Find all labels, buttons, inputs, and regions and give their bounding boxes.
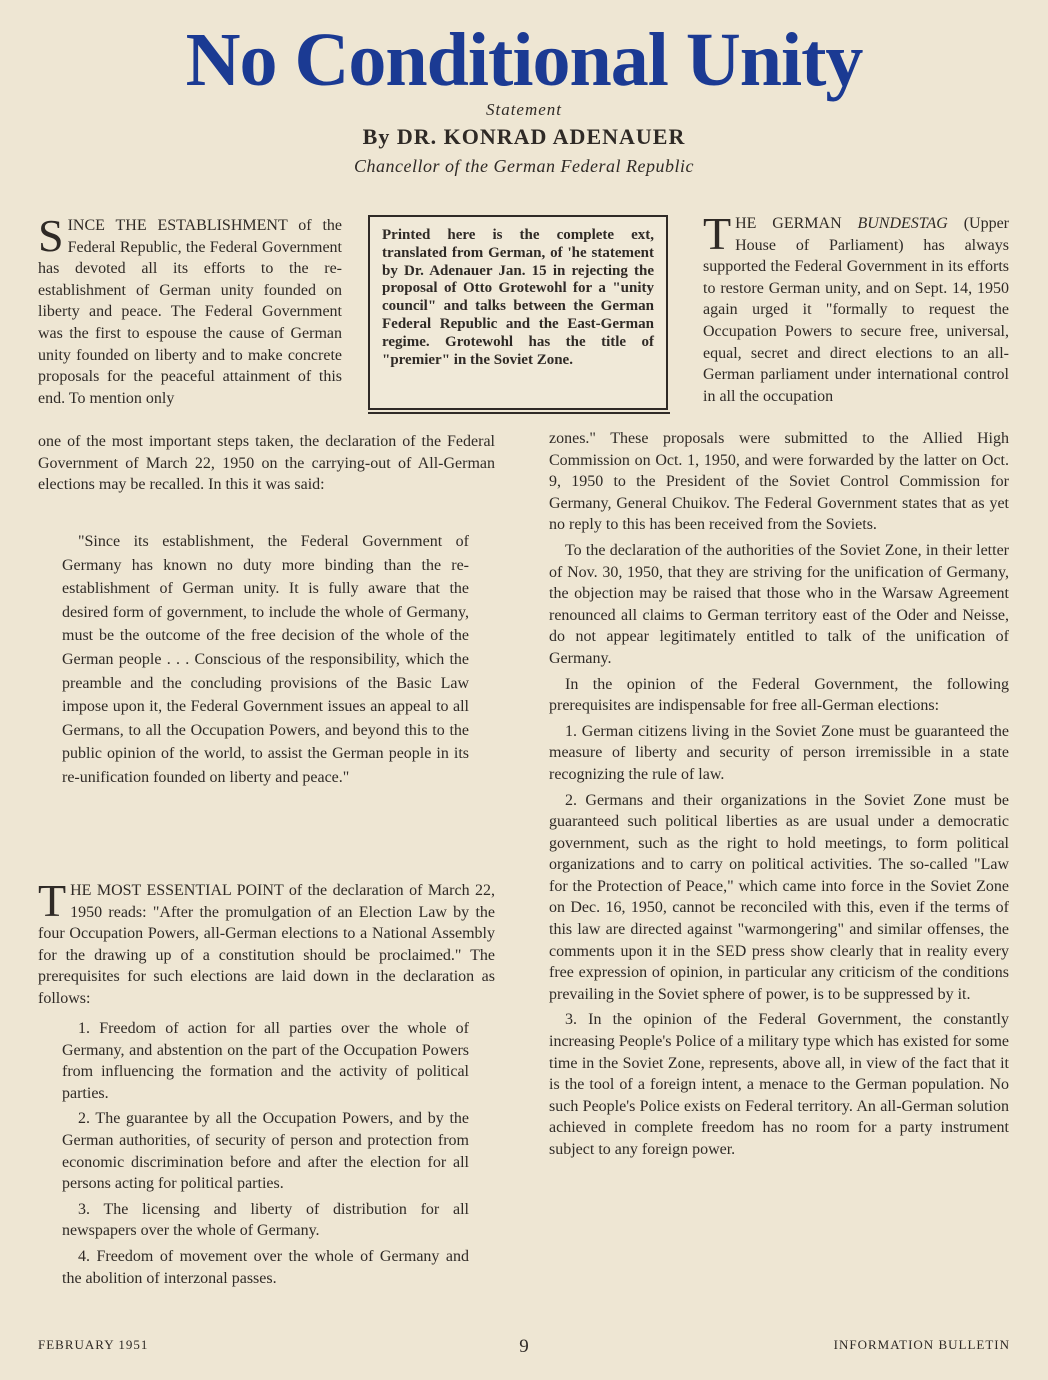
dropcap: S [38,210,64,261]
page-number: 9 [519,1336,529,1357]
byline: By DR. KONRAD ADENAUER [362,124,686,149]
right-intro-text: (Upper House of Parliament) has always supported the Federal Government in its efforts to restore German unity, and on Sept. 14, 1950 again urged it "formally to request the Occupation Powers to secure free, universal, equal, secret and direct elections to an all-German parliament under international control in all the occupation [703,215,1009,405]
right-p4: 1. German citizens living in the Soviet Zone must be guaranteed the measure of liberty and security of person irremissible in a state recognizing the rule of law. [549,722,1009,783]
bundestag-term: BUNDESTAG [857,215,948,232]
right-p1-continued: zones." These proposals were submitted to the Allied High Commission on Oct. 1, 1950, and were forwarded by the latter on Oct. 9, 1950 to the President of the Soviet Control Commission for Germany, General Chuikov. The Federal Government states that as yet no reply to this has been received from the Soviets. [549,430,1009,534]
right-column [549,428,1009,1161]
left-section-two [38,875,496,1010]
left-list [62,1018,469,1289]
list-item: 3. The licensing and liberty of distribution for all newspapers over the whole of Germany. [62,1200,469,1240]
right-p5: 2. Germans and their organizations in the Soviet Zone must be guaranteed such political liberties as are usual under a democratic government, such as the right to hold meetings, to form political organizations and to carry on political activities. The so-called "Law for the Protection of Peace," which came into force in the Soviet Zone on Dec. 16, 1950, cannot be reconciled with this, even if the terms of this law are directed against "warmongering" and similar offenses, the comments upon it in the SED press show clearly that in reality every free expression of opinion, in particular any criticism of the conditions prevailing in the Soviet sphere of power, is to be suppressed by it. [549,791,1009,1003]
list-item: 4. Freedom of movement over the whole of Germany and the abolition of interzonal passes. [62,1247,469,1287]
right-p6: 3. In the opinion of the Federal Government, the constantly increasing People's Police of a military type which has existed for some time in the Soviet Zone, represents, above all, in view of the fact that it is the tool of a foreign intent, a menace to the German population. No such People's Police exists on Federal territory. An all-German solution achieved in complete freedom has no room for a party instrument subject to any foreign power. [549,1011,1009,1158]
quote-text: "Since its establishment, the Federal Government of Germany has known no duty more binding than the re-establishment of German unity. It is fully aware that the desired form of government, to include the whole of Germany, must be the outcome of the free decision of the whole of the German people . . . Conscious of the responsibility, which the preamble and the concluding provisions of the Basic Law impose upon it, the Federal Government issues an appeal to all Germans, to all the Occupation Powers, and beyond this to the public opinion of the world, to assist the German people in its re-unification founded on liberty and peace." [62,533,469,786]
right-intro [703,208,1009,407]
footer-publication: INFORMATION BULLETIN [833,1337,1010,1352]
dropcap: T [38,875,67,926]
subtitle: Statement [485,100,563,119]
editor-note-text: Printed here is the complete ext, translated from German, of 'he statement by Dr. Adenauer Jan. 15 in rejecting the proposal of Otto Grotewohl for a "unity council" and talks between the German Federal Republic and the East-German regime. Grotewohl has the title of "premier" in the Soviet Zone. [382,227,654,368]
list-item: 1. Freedom of action for all parties over the whole of Germany, and abstention on the part of the Occupation Powers from influencing the formation and the activity of political parties. [62,1020,469,1102]
left-intro [38,210,342,409]
quote-block [62,530,469,790]
page-title: No Conditional Unity [185,18,863,102]
editor-note-box [368,215,668,410]
dropcap: T [703,208,732,259]
intro-continued-text: one of the most important steps taken, the declaration of the Federal Government of March 22, 1950 on the carrying-out of All-German elections may be recalled. In this it was said: [38,433,495,494]
left-intro-continued [38,431,495,496]
footer-date: FEBRUARY 1951 [38,1337,149,1352]
right-p3: In the opinion of the Federal Government, the following prerequisites are indispensable for free all-German elections: [549,675,1009,715]
right-smallcaps: HE GERMAN [735,215,842,232]
section-two-text: of the declaration of March 22, 1950 reads: "After the promulgation of an Election Law by the four Occupation Powers, all-German elections to a National Assembly for the drawing up of a constitution should be proclaimed." The prerequisites for such elections are laid down in the declaration as follows: [38,882,496,1007]
author-role: Chancellor of the German Federal Republic [354,156,694,176]
intro-text: of the Federal Republic, the Federal Government has devoted all its efforts to the re-establishment of German unity founded on liberty and peace. The Federal Government was the first to espouse the cause of German unity founded on liberty and to make concrete proposals for the peaceful attainment of this end. To mention only [38,217,342,407]
section-two-smallcaps: HE MOST ESSENTIAL POINT [70,882,284,899]
right-p2: To the declaration of the authorities of the Soviet Zone, in their letter of Nov. 30, 1950, that they are striving for the unification of Germany, the objection may be raised that those who in the Warsaw Agreement renounced all claims to German territory east of the Oder and Neisse, do not appear legitimately entitled to talk of the unification of Germany. [549,541,1009,667]
list-item: 2. The guarantee by all the Occupation Powers, and by the German authorities, of security of person and protection from economic discrimination before and after the election for all persons acting for political parties. [62,1110,469,1193]
intro-smallcaps: INCE THE ESTABLISHMENT [67,217,288,234]
